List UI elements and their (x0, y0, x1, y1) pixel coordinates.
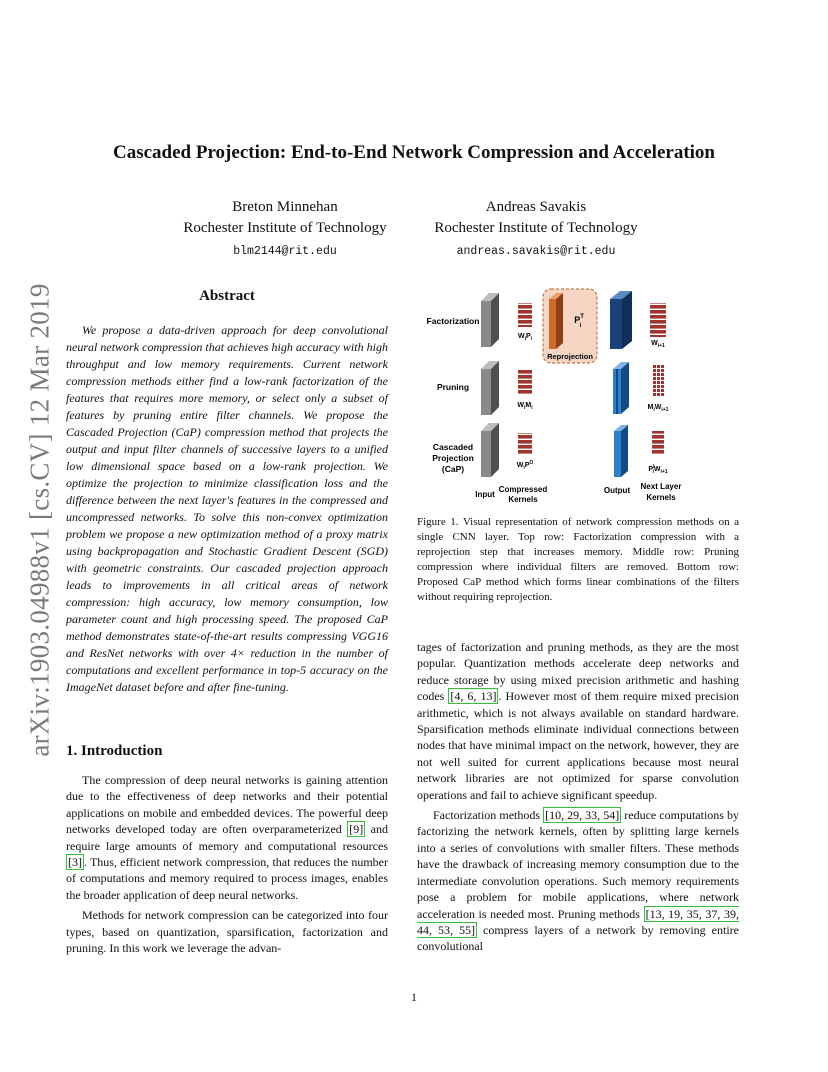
output-block-row1 (610, 291, 632, 349)
col2-paragraph-1 (417, 639, 739, 803)
author-email[interactable]: blm2144@rit.edu (233, 245, 337, 258)
figure-1-caption: Figure 1. Visual representation of network compression methods on a single CNN layer. Top row: Factorization compression with a reprojection step that increases memory. Middle row: Pruning compression where individual filters are removed. Bottom row: Proposed CaP method which forms linear combinations of the filters without requiring reprojection. (417, 516, 739, 603)
author-affiliation: Rochester Institute of Technology (434, 220, 638, 236)
text-run: tages of factorization and pruning methods, as they are the most popular. Quantization methods accelerate deep networks and reduce storage by using mixed precision arithmetic and hashing codes (417, 640, 739, 704)
introduction-body (66, 772, 388, 956)
kernel-stack-wm (518, 370, 532, 394)
input-block-row2 (481, 361, 499, 415)
row-label-cap-2: Projection (432, 453, 474, 463)
next-kernel-stack-w (650, 303, 666, 337)
kernel-label-mw: $M_iW_{i+1}$ (647, 404, 669, 413)
text-run: . However most of them require mixed precision arithmetic, which is not always available on standard hardware. Sparsification methods eliminate individual connections between nodes that have minimal impact on the network, however, they are not well suited for current applications because most neural network libraries are not optimized for sparse convolution operations and fail to achieve significant speedup. (417, 689, 739, 802)
page-number: 1 (411, 990, 417, 1004)
row-label-cap-3: (CaP) (441, 464, 465, 474)
output-block-row2 (613, 362, 629, 414)
text-run: The compression of deep neural networks is gaining attention due to the effectiveness of deep networks and their potential applications on mobile and embedded devices. The powerful deep networks developed today are often overparameterized (66, 773, 388, 837)
input-block-row3 (481, 423, 499, 477)
text-run: Factorization methods (433, 808, 544, 823)
author-block-2 (400, 197, 672, 262)
citation-link[interactable]: [10, 29, 33, 54] (545, 808, 620, 823)
input-block-row1 (481, 293, 499, 347)
abstract-heading: Abstract (199, 288, 255, 304)
bottom-label-output: Output (603, 486, 631, 495)
next-kernel-grid-mw (652, 365, 664, 397)
figure-1-diagram (417, 285, 747, 510)
introduction-heading: 1. Introduction (66, 743, 163, 759)
kernel-label-w1: $W_{i+1}$ (651, 340, 665, 349)
text-run: and require large amounts of memory and computational resources (66, 822, 389, 853)
citation-link[interactable]: [9] (349, 822, 364, 837)
kernel-stack-wp (518, 303, 532, 327)
kernel-label-wpo: $W_iP^O$ (516, 460, 534, 471)
intro-paragraph-1 (66, 772, 388, 903)
text-run: . Thus, efficient network compression, that reduces the number of computations and memory required to process images, enables the broader application of deep neural networks. (66, 855, 388, 902)
right-column-body (417, 639, 739, 955)
citation-link[interactable]: [3] (68, 855, 82, 870)
col2-paragraph-2 (417, 807, 739, 955)
kernel-label-pw: $P^I$ $iW_{i+1}$ (648, 464, 668, 475)
bottom-label-next-2: Kernels (646, 493, 676, 502)
author-name: Andreas Savakis (485, 199, 587, 215)
author-name: Breton Minnehan (232, 199, 338, 215)
bottom-label-next-1: Next Layer (640, 482, 682, 491)
citation-link[interactable]: [13, 19, 35, 37, 39, 44, 53, 55] (417, 906, 739, 937)
arxiv-stamp-text: arXiv:1903.04988v1 [cs.CV] 12 Mar 2019 (24, 283, 55, 757)
kernel-label-wm: $W_iM_i$ (517, 402, 533, 411)
kernel-label-wp: $W_iP_i$ (517, 333, 533, 342)
reprojection-block (549, 293, 563, 349)
citation-link[interactable]: [4, 6, 13] (450, 689, 497, 704)
row-label-pruning: Pruning (436, 382, 470, 392)
abstract-text: We propose a data-driven approach for deep convolutional neural network compression that achieves high accuracy with high throughput and low memory requirements. Current network compression methods either find a low-rank factorization of the features that requires more memory, or select only a subset of features by pruning entire filter channels. We propose the Cascaded Projection (CaP) compression method that projects the output and input filter channels of successive layers to a unified low dimensional space based on a low-rank projection. We optimize the projection to minimize classification loss and the difference between the next layer's features in the compressed and uncompressed networks. To solve this non-convex optimization problem we propose a new optimization method of a proxy matrix using backpropagation and Stochastic Gradient Descent (SGD) with geometric constraints. Our cascaded projection approach leads to improvements in all critical areas of network compression: high accuracy, low memory consumption, low parameter count and high processing speed. The proposed CaP method demonstrates state-of-the-art results compressing VGG16 and ResNet networks with over 4× reduction in the number of computations and excellent performance in top-5 accuracy on the ImageNet dataset before and after fine-tuning. (66, 323, 388, 694)
bottom-label-compressed-1: Compressed (498, 485, 548, 494)
pt-label: $P^T$ i (574, 314, 584, 329)
next-kernel-stack-pw (652, 431, 664, 455)
bottom-label-input: Input (475, 490, 495, 499)
intro-paragraph-2: Methods for network compression can be categorized into four types, based on quantization, sparsification, factorization and pruning. In this work we leverage the advan- (66, 908, 388, 956)
text-run: reduce computations by factorizing the network kernels, often by splitting large kernels into a series of convolutions with smaller filters. These methods have the drawback of increasing memory consumption due to the intermediate convolution operations. Such memory requirements pose a problem for mobile applications, where network acceleration is needed most. Pruning methods (417, 808, 739, 921)
row-label-factorization: Factorization (426, 316, 480, 326)
paper-title: Cascaded Projection: End-to-End Network Compression and Acceleration (113, 142, 715, 163)
author-email[interactable]: andreas.savakis@rit.edu (456, 245, 616, 258)
output-block-row3 (614, 425, 628, 477)
author-block-1 (145, 197, 425, 262)
text-run: compress layers of a network by removing entire convolutional (417, 922, 739, 954)
bottom-label-compressed-2: Kernels (508, 495, 538, 504)
reprojection-label: Reprojection (547, 352, 593, 361)
row-label-cap-1: Cascaded (432, 442, 474, 452)
kernel-stack-wpo (518, 433, 532, 455)
author-affiliation: Rochester Institute of Technology (183, 220, 387, 236)
